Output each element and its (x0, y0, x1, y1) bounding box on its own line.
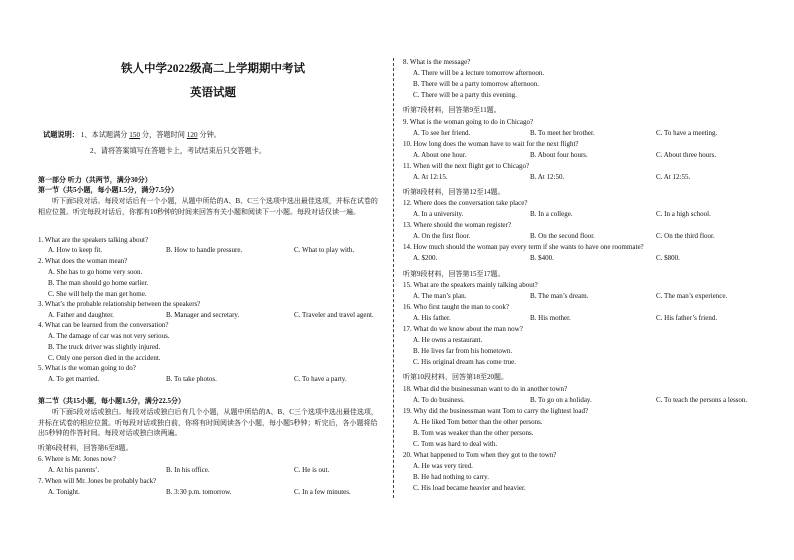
material-9-heading: 听第9段材料，回答第15至17题。 (403, 270, 505, 278)
q19-option-a[interactable]: A. He liked Tom better than the other persons. (413, 418, 543, 426)
q13-option-c[interactable]: C. On the third floor. (656, 232, 715, 240)
question-3: 3. What’s the probable relationship between the speakers? (38, 300, 201, 308)
q20-option-a[interactable]: A. He was very tired. (413, 462, 473, 470)
question-11: 11. When will the next flight get to Chicago? (403, 162, 530, 170)
q18-option-b[interactable]: B. To go on a holiday. (530, 396, 592, 404)
time-value: 120 (186, 131, 198, 139)
question-18: 18. What did the businessman want to do in another town? (403, 385, 568, 393)
material-8-heading: 听第8段材料，回答第12至14题。 (403, 188, 505, 196)
q20-option-c[interactable]: C. His load became heavier and heavier. (413, 484, 526, 492)
q6-option-c[interactable]: C. He is out. (294, 466, 330, 474)
exam-title: 铁人中学2022级高二上学期期中考试 (121, 63, 305, 75)
q7-option-b[interactable]: B. 3:30 p.m. tomorrow. (166, 488, 232, 496)
question-9: 9. What is the woman going to do in Chicago? (403, 118, 534, 126)
q10-option-c[interactable]: C. About three hours. (656, 151, 717, 159)
part-one-heading: 第一部分 听力（共两节，满分30分） (38, 176, 152, 184)
question-1: 1. What are the speakers talking about? (38, 236, 149, 244)
question-7: 7. When will Mr. Jones be probably back? (38, 477, 157, 485)
q20-option-b[interactable]: B. He had nothing to carry. (413, 473, 489, 481)
notes-line-2: 2、请将答案填写在答题卡上，考试结束后只交答题卡。 (90, 147, 267, 155)
section-two-heading: 第二节（共15小题，每小题1.5分，满分22.5分） (38, 397, 185, 405)
q9-option-b[interactable]: B. To meet her brother. (530, 129, 595, 137)
q8-option-a[interactable]: A. There will be a lecture tomorrow afternoon. (413, 69, 545, 77)
q15-option-a[interactable]: A. The man’s plan. (413, 292, 467, 300)
q14-option-c[interactable]: C. $800. (656, 254, 680, 262)
q17-option-a[interactable]: A. He owns a restaurant. (413, 336, 483, 344)
q19-option-c[interactable]: C. Tom was hard to deal with. (413, 440, 498, 448)
q9-option-c[interactable]: C. To have a meeting. (656, 129, 718, 137)
section-two-intro: 听下面5段对话或独白。每段对话或独白后有几个小题，从题中所给的A、B、C三个选项中选出最佳选项，并标在试卷的相应位置。听每段对话或独白前，你将有时间阅读各个小题，每小题5秒钟；听完后，各小题将给出5秒钟的作答时间。每段对话或独白读两遍。 (38, 408, 378, 437)
q11-option-c[interactable]: C. At 12:55. (656, 173, 691, 181)
question-17: 17. What do we know about the man now? (403, 325, 523, 333)
q17-option-c[interactable]: C. His original dream has come true. (413, 358, 517, 366)
q6-option-b[interactable]: B. In his office. (166, 466, 210, 474)
q4-option-b[interactable]: B. The truck driver was slightly injured. (48, 343, 161, 351)
question-6: 6. Where is Mr. Jones now? (38, 455, 116, 463)
q10-option-b[interactable]: B. About four hours. (530, 151, 588, 159)
q11-option-b[interactable]: B. At 12:50. (530, 173, 565, 181)
q5-option-c[interactable]: C. To have a party. (294, 375, 347, 383)
q7-option-a[interactable]: A. Tonight. (48, 488, 80, 496)
question-2: 2. What does the woman mean? (38, 257, 128, 265)
q8-option-b[interactable]: B. There will be a party tomorrow afternoon. (413, 80, 540, 88)
question-12: 12. Where does the conversation take place? (403, 199, 528, 207)
section-one-intro: 听下面5段对话。每段对话后有一个小题，从题中所给的A、B、C三个选项中选出最佳选项，并标在试卷的相应位置。听完每段对话后，你都有10秒钟的时间来回答有关小题和阅读下一小题。每段对话仅读一遍。 (38, 197, 378, 216)
q8-option-c[interactable]: C. There will be a party this evening. (413, 91, 517, 99)
q2-option-c[interactable]: C. She will help the man get home. (48, 290, 147, 298)
question-20: 20. What happened to Tom when they got to the town? (403, 451, 557, 459)
question-15: 15. What are the speakers mainly talking about? (403, 281, 538, 289)
q3-option-b[interactable]: B. Manager and secretary. (166, 311, 240, 319)
q11-option-a[interactable]: A. At 12:15. (413, 173, 448, 181)
question-4: 4. What can be learned from the conversation? (38, 321, 169, 329)
q12-option-b[interactable]: B. In a college. (530, 210, 573, 218)
q14-option-a[interactable]: A. $200. (413, 254, 438, 262)
q4-option-a[interactable]: A. The damage of car was not very serious. (48, 332, 170, 340)
q12-option-c[interactable]: C. In a high school. (656, 210, 711, 218)
material-7-heading: 听第7段材料，回答第9至11题。 (403, 106, 501, 114)
material-10-heading: 听第10段材料，回答第18至20题。 (403, 373, 508, 381)
q15-option-b[interactable]: B. The man’s dream. (530, 292, 589, 300)
q3-option-c[interactable]: C. Traveler and travel agent. (294, 311, 374, 319)
q19-option-b[interactable]: B. Tom was weaker than the other persons. (413, 429, 534, 437)
q9-option-a[interactable]: A. To see her friend. (413, 129, 471, 137)
q15-option-c[interactable]: C. The man’s experience. (656, 292, 728, 300)
exam-subtitle: 英语试题 (190, 87, 236, 99)
q13-option-a[interactable]: A. On the first floor. (413, 232, 471, 240)
q18-option-a[interactable]: A. To do business. (413, 396, 465, 404)
q18-option-c[interactable]: C. To teach the persons a lesson. (656, 396, 748, 404)
q5-option-b[interactable]: B. To take photos. (166, 375, 217, 383)
q7-option-c[interactable]: C. In a few minutes. (294, 488, 351, 496)
q1-option-c[interactable]: C. What to play with. (294, 246, 355, 254)
q16-option-c[interactable]: C. His father’s friend. (656, 314, 718, 322)
question-5: 5. What is the woman going to do? (38, 364, 136, 372)
material-6-heading: 听第6段材料，回答第6至8题。 (38, 444, 133, 452)
question-8: 8. What is the message? (403, 58, 471, 66)
notes-label: 试题说明： (43, 131, 79, 139)
q5-option-a[interactable]: A. To get married. (48, 375, 100, 383)
q10-option-a[interactable]: A. About one hour. (413, 151, 467, 159)
q14-option-b[interactable]: B. $400. (530, 254, 554, 262)
q12-option-a[interactable]: A. In a university. (413, 210, 464, 218)
score-value: 150 (129, 131, 141, 139)
question-19: 19. Why did the businessman want Tom to carry the lightest load? (403, 407, 589, 415)
question-13: 13. Where should the woman register? (403, 221, 511, 229)
q16-option-b[interactable]: B. His mother. (530, 314, 571, 322)
question-16: 16. Who first taught the man to cook? (403, 303, 510, 311)
q17-option-b[interactable]: B. He lives far from his hometown. (413, 347, 513, 355)
column-divider (393, 58, 394, 498)
q1-option-a[interactable]: A. How to keep fit. (48, 246, 103, 254)
question-14: 14. How much should the woman pay every term if she wants to have one roommate? (403, 243, 644, 251)
q13-option-b[interactable]: B. On the second floor. (530, 232, 595, 240)
q3-option-a[interactable]: A. Father and daughter. (48, 311, 114, 319)
q6-option-a[interactable]: A. At his parents’. (48, 466, 100, 474)
q1-option-b[interactable]: B. How to handle pressure. (166, 246, 243, 254)
q16-option-a[interactable]: A. His father. (413, 314, 451, 322)
q2-option-a[interactable]: A. She has to go home very soon. (48, 268, 143, 276)
q2-option-b[interactable]: B. The man should go home earlier. (48, 279, 149, 287)
question-10: 10. How long does the woman have to wait for the next flight? (403, 140, 579, 148)
notes-line-1: 试题说明： 1、本试题满分 150 分，答题时间 120 分钟。 (43, 131, 221, 139)
section-one-heading: 第一节（共5小题，每小题1.5分，满分7.5分） (38, 186, 178, 194)
q4-option-c[interactable]: C. Only one person died in the accident. (48, 354, 161, 362)
